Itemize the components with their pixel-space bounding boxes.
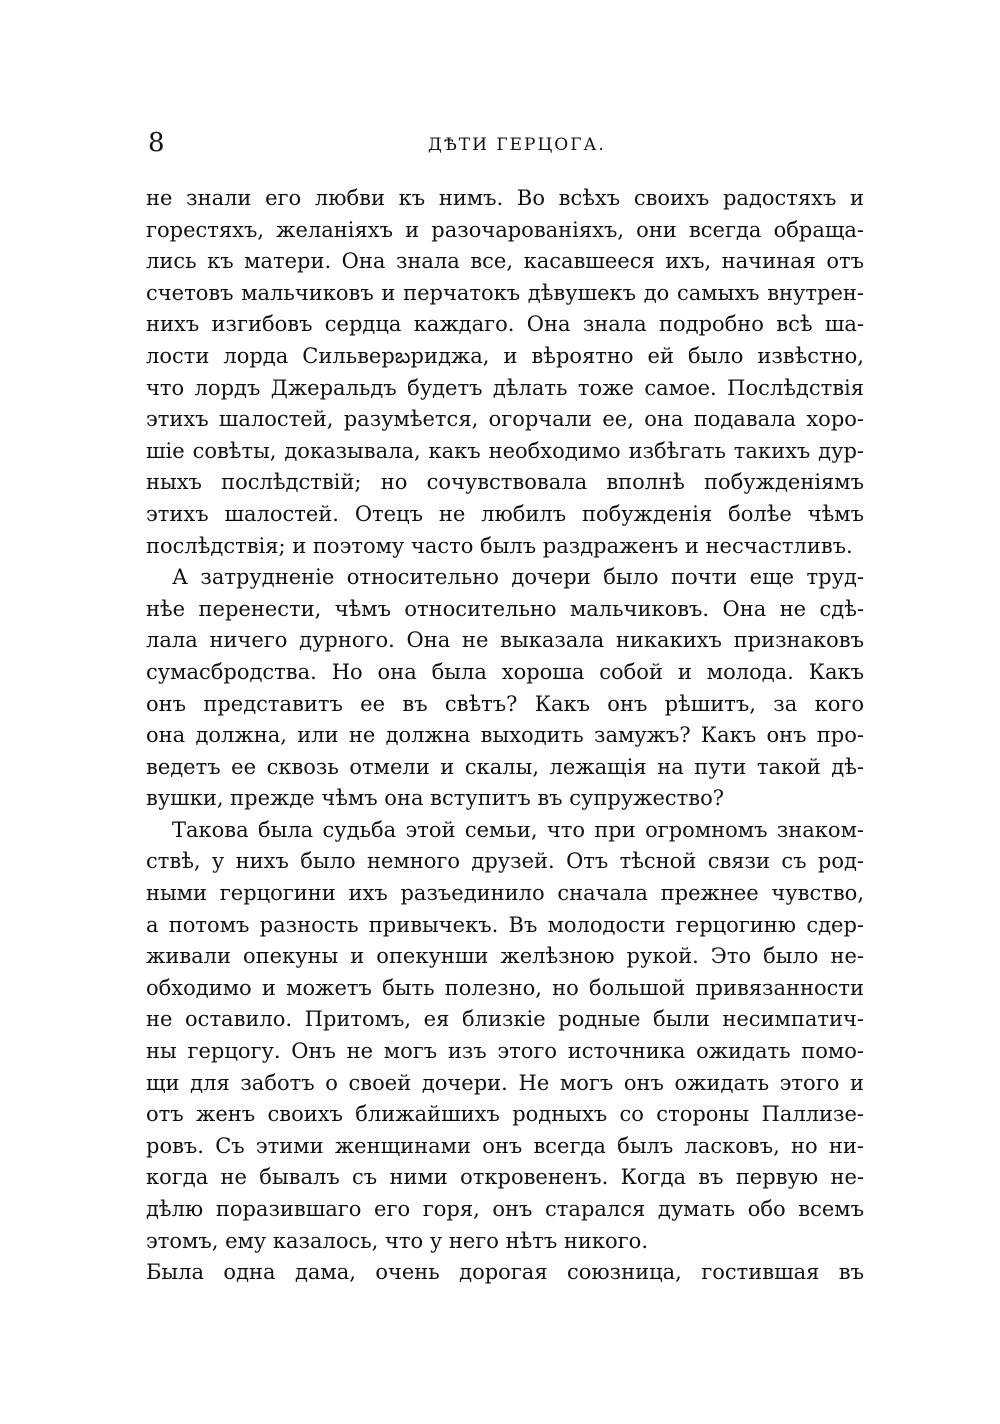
text-line: Такова была судьба этой семьи, что при огромномъ знаком- [172,817,864,842]
text-line: нихъ изгибовъ сердца каждаго. Она знала подробно всѣ ша- [146,312,864,337]
text-line: сумасбродства. Но она была хороша собой и молода. Какъ [146,659,864,684]
text-line: горестяхъ, желаніяхъ и разочарованіяхъ, они всегда обраща- [146,217,864,242]
text-line: лись къ матери. Она знала все, касавшееся ихъ, начиная отъ [146,249,864,274]
text-line: ровъ. Съ этими женщинами онъ всегда былъ ласковъ, но ни- [146,1133,864,1158]
text-line: отъ женъ своихъ ближайшихъ родныхъ со стороны Паллизе- [146,1102,864,1127]
page-number: 8 [148,128,165,158]
text-line: этомъ, ему казалось, что у него нѣтъ никого. [146,1228,649,1253]
text-line: живали опекуны и опекунши желѣзною рукой. Это было не- [146,944,864,969]
text-line: нѣе перенести, чѣмъ относительно мальчиковъ. Она не сдѣ- [146,596,864,621]
text-line: не знали его любви къ нимъ. Во всѣхъ своихъ радостяхъ и [146,186,864,210]
body-text [146,183,864,1289]
text-line: ведетъ ее сквозь отмели и скалы, лежащія на пути такой дѣ- [146,754,864,779]
text-line: ствѣ, у нихъ было немного друзей. Отъ тѣсной связи съ род- [146,849,864,874]
text-line: не оставило. Притомъ, ея близкіе родные были несимпатич- [146,1007,864,1032]
text-line: лости лорда Сильверబриджа, и вѣроятно ей было извѣстно, [146,343,864,368]
text-line: когда не бывалъ съ ними откровененъ. Когда въ первую не- [146,1165,864,1190]
running-head-title: ДѢТИ ГЕРЦОГА. [428,135,606,155]
text-line: щи для заботъ о своей дочери. Не могъ онъ ожидать этого и [146,1070,864,1095]
text-line: онъ представитъ ее въ свѣтъ? Какъ онъ рѣшитъ, за кого [146,691,864,716]
text-line: вушки, прежде чѣмъ она вступитъ въ супружество? [146,786,724,811]
text-line: этихъ шалостей. Отецъ не любилъ побужденія болѣе чѣмъ [146,501,864,526]
text-line: А затрудненіе относительно дочери было почти еще труд- [172,565,864,590]
text-line: ными герцогини ихъ разъединило сначала прежнее чувство, [146,881,864,906]
text-line: шіе совѣты, доказывала, какъ необходимо избѣгать такихъ дур- [146,438,864,463]
text-line: что лордъ Джеральдъ будетъ дѣлать тоже самое. Послѣдствія [146,375,864,400]
text-line: Была одна дама, очень дорогая союзница, гостившая въ [146,1260,864,1285]
text-line: ныхъ послѣдствій; но сочувствовала вполнѣ побужденіямъ [146,470,864,495]
text-line: дѣлю поразившаго его горя, онъ старался думать обо всемъ [146,1197,864,1221]
text-line: обходимо и можетъ быть полезно, но большой привязанности [146,975,864,1000]
text-line: этихъ шалостей, разумѣется, огорчали ее, она подавала хоро- [146,407,864,432]
text-line: лала ничего дурного. Она не выказала никакихъ признаковъ [146,628,864,653]
text-line: а потомъ разность привычекъ. Въ молодости герцогиню сдер- [146,912,864,937]
text-line: послѣдствія; и поэтому часто былъ раздраженъ и несчастливъ. [146,533,853,558]
text-line: счетовъ мальчиковъ и перчатокъ дѣвушекъ до самыхъ внутрен- [146,280,864,305]
text-line: ны герцогу. Онъ не могъ изъ этого источника ожидать помо- [146,1039,864,1064]
text-line: она должна, или не должна выходить замужъ? Какъ онъ про- [146,723,864,748]
